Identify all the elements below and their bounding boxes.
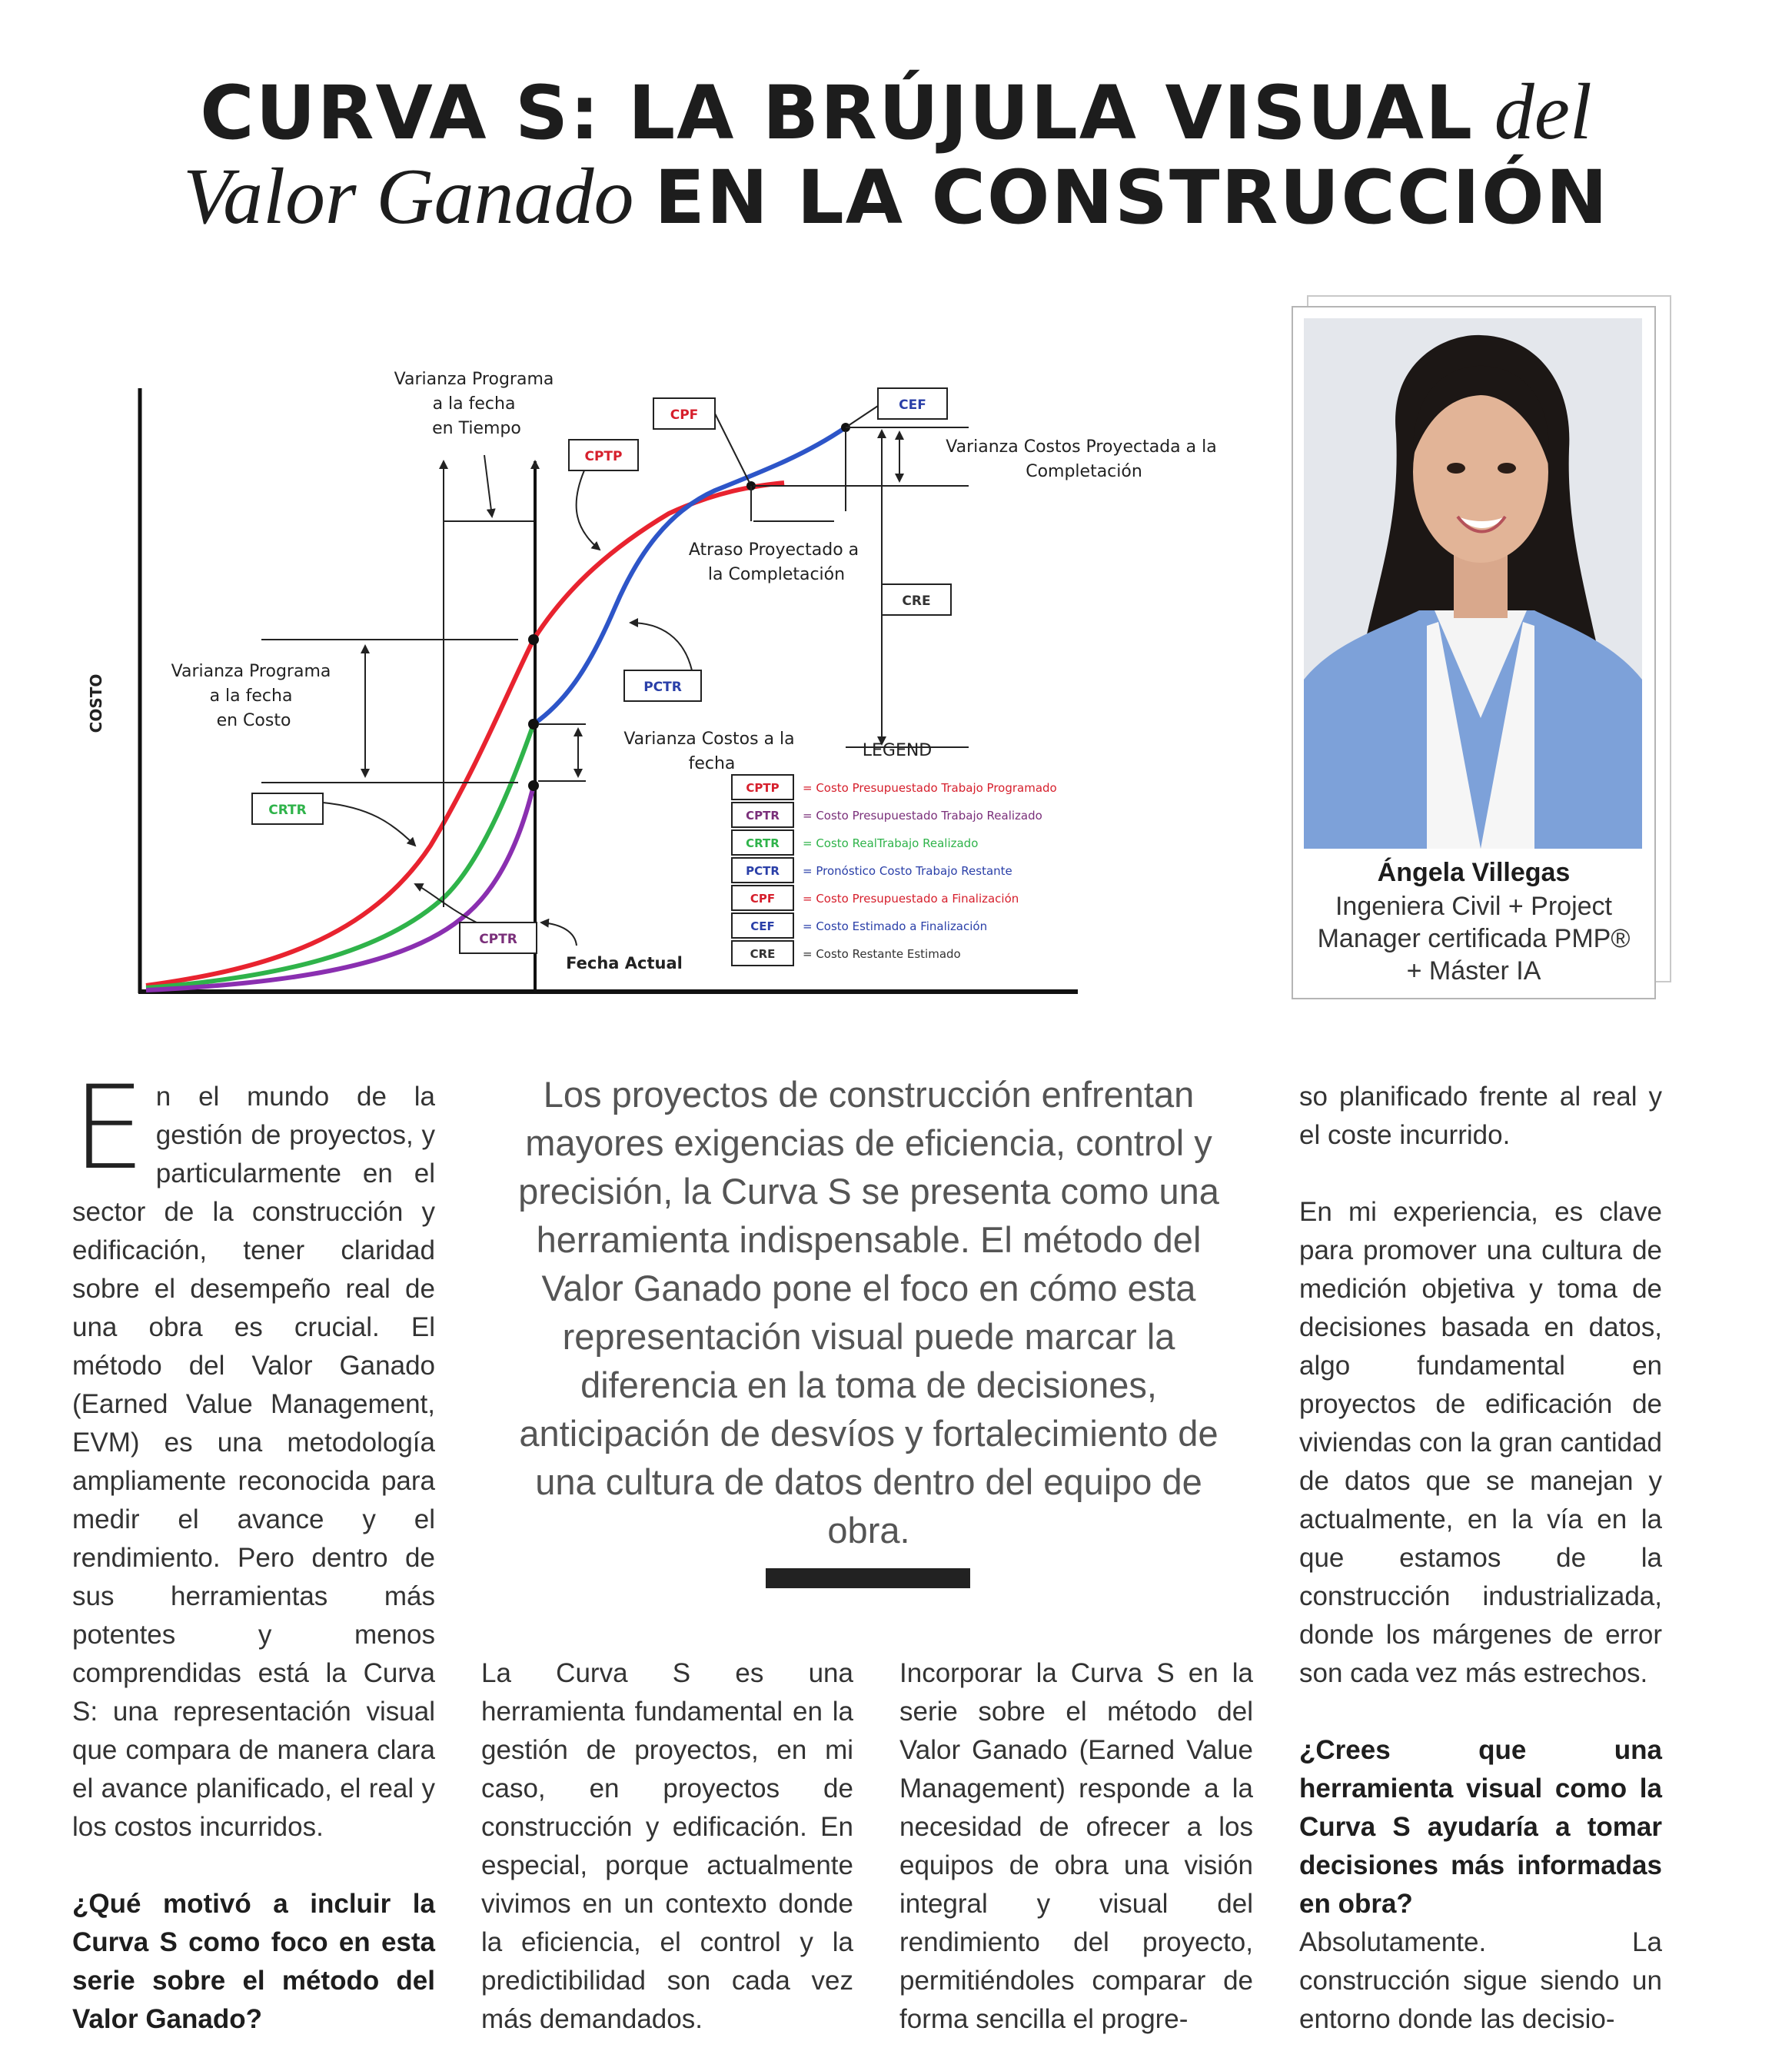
cpf-pointer	[715, 414, 750, 483]
legend-title: LEGEND	[862, 741, 933, 760]
author-name: Ángela Villegas	[1377, 858, 1571, 887]
column-3	[899, 1654, 1253, 2039]
box-cptp	[569, 440, 638, 470]
cptr-pointer	[415, 884, 477, 922]
drop-cap: E	[72, 1062, 145, 1195]
legend-code: CRE	[750, 947, 776, 961]
author-role	[1301, 890, 1647, 987]
author-role-line-3: + Máster IA	[1406, 956, 1541, 986]
title-bold-1: CURVA S: LA BRÚJULA VISUAL	[200, 70, 1474, 156]
legend-description: = Costo Estimado a Finalización	[803, 919, 988, 933]
legend-description: = Costo RealTrabajo Realizado	[803, 836, 979, 850]
svg-text:CEF: CEF	[899, 397, 926, 413]
legend-item	[732, 858, 1012, 883]
box-cef	[878, 388, 947, 419]
pctr-pointer	[630, 623, 692, 670]
author-card	[1292, 306, 1656, 999]
legend-description: = Pronóstico Costo Trabajo Restante	[803, 864, 1012, 878]
legend-code: CPF	[750, 892, 776, 906]
author-role-line-1: Ingeniera Civil + Project	[1335, 892, 1612, 921]
pull-quote: Los proyectos de construcción enfrentan mayores exigencias de eficiencia, control y precisión, la Curva S se presenta como una herramienta indispensable. El método del Valor Ganado pone el foco en cómo esta representación visual puede marcar la diferencia en la toma de decisiones, anticipación de desvíos y fortalecimiento de una cultura de datos dentro del equipo de obra.	[518, 1074, 1219, 1551]
y-axis-label: COSTO	[87, 673, 105, 733]
column-4-p3: Absolutamente. La construcción sigue siendo un entorno donde las decisio-	[1299, 1927, 1662, 2034]
legend-description: = Costo Presupuestado a Finalización	[803, 892, 1019, 906]
vac-label-1: Varianza Costos Proyectada a la	[946, 437, 1217, 457]
s-curve-diagram	[77, 354, 1217, 1015]
svg-text:CPTP: CPTP	[584, 449, 623, 464]
column-3-text: Incorporar la Curva S en la serie sobre el método del Valor Ganado (Earned Value Management) responde a la necesidad de ofrecer a los equipos de obra una visión integral y visual del rendimiento del proyecto, permitiéndoles comparar de forma sencilla el progre-	[899, 1658, 1253, 2034]
fecha-actual-label: Fecha Actual	[566, 954, 683, 972]
legend-item	[732, 941, 961, 966]
svg-text:CPF: CPF	[670, 407, 699, 423]
column-4-p1: so planificado frente al real y el coste incurrido.	[1299, 1082, 1662, 1150]
svg-text:Varianza Costos a la fecha	[623, 730, 800, 773]
legend-code: CRTR	[746, 836, 780, 850]
svg-text:CPTR: CPTR	[479, 932, 517, 947]
svg-text:CRTR: CRTR	[268, 803, 307, 818]
legend-description: = Costo Presupuestado Trabajo Realizado	[803, 809, 1042, 823]
box-crtr	[252, 793, 323, 824]
fecha-actual-pointer	[541, 922, 577, 946]
box-cpf	[653, 398, 715, 429]
column-2	[481, 1654, 853, 2039]
svg-text:CRE: CRE	[902, 593, 931, 609]
box-cptr	[460, 922, 537, 953]
svc-label-3: en Costo	[216, 711, 291, 730]
svt-label-2: a la fecha	[432, 394, 516, 414]
title-bold-2: EN LA CONSTRUCCIÓN	[654, 155, 1609, 241]
svc-label-2: a la fecha	[209, 686, 293, 706]
svg-text:Varianza Programa a la fec	[171, 662, 337, 730]
vac-label-2: Completación	[1026, 462, 1142, 481]
cptr-curve	[146, 786, 534, 990]
cv-label-1: Varianza Costos a la	[623, 730, 795, 749]
pull-quote-rule	[766, 1568, 970, 1588]
author-role-line-2: Manager certificada PMP®	[1317, 924, 1631, 953]
intro-text: n el mundo de la gestión de proyectos, y particularmente en el sector de la construcción y edificación, tener claridad sobre el desempeño real de una obra es crucial. El método del Valor Ganado (Earned Value Management, EVM) es una metodología ampliamente reconocida para medir el avance y el rendimiento. Pero dentro de sus herramientas más potentes y menos comprendidas está la Curva S: una representación visual que compara de manera clara el avance planificado, el real y los costos incurridos.	[72, 1082, 435, 1842]
legend-item	[732, 886, 1019, 910]
delay-label-2: la Completación	[707, 565, 846, 584]
point-cptp	[528, 634, 539, 645]
delay-label-1: Atraso Proyectado a	[688, 540, 859, 560]
legend	[732, 775, 1057, 966]
point-cptr	[528, 780, 539, 791]
svt-label-3: en Tiempo	[432, 419, 521, 438]
legend-description: = Costo Presupuestado Trabajo Programado	[803, 781, 1057, 795]
legend-item	[732, 830, 978, 855]
legend-item	[732, 913, 987, 938]
crtr-pointer	[323, 803, 415, 846]
svt-pointer	[484, 455, 492, 517]
question-2: ¿Crees que una herramienta visual como la Curva S ayudaría a tomar decisiones más informadas en obra?	[1299, 1735, 1662, 1919]
title-italic-2: Valor Ganado	[183, 152, 634, 241]
legend-code: CPTR	[746, 809, 780, 823]
column-4	[1299, 1078, 1662, 2039]
box-pctr	[624, 670, 701, 701]
svg-text:Atraso Proyectado a la Com	[689, 540, 864, 584]
title-italic-1: del	[1494, 68, 1592, 156]
cef-pointer	[848, 406, 878, 426]
svg-text:Varianza Costos Proyectada a l	[946, 437, 1222, 481]
legend-description: = Costo Restante Estimado	[803, 947, 961, 961]
column-4-p2: En mi experiencia, es clave para promover una cultura de medición objetiva y toma de decisiones basada en datos, algo fundamental en proyectos de edificación de viviendas con la gran cantidad de datos que se manejan y actualmente, en la vía en la que estamos de la construcción industrializada, donde los márgenes de error son cada vez más estrechos.	[1299, 1197, 1662, 1688]
svg-text:PCTR: PCTR	[643, 680, 682, 695]
box-cre	[882, 584, 951, 615]
cptp-pointer	[577, 470, 600, 550]
svt-label-1: Varianza Programa	[394, 370, 554, 389]
question-1: ¿Qué motivó a incluir la Curva S como foco en esta serie sobre el método del Valor Ganado?	[72, 1889, 435, 2034]
legend-code: CEF	[750, 919, 775, 933]
legend-item	[732, 775, 1057, 799]
legend-item	[732, 803, 1042, 827]
article-title	[0, 68, 1792, 241]
author-photo	[1304, 318, 1642, 849]
column-2-text: La Curva S es una herramienta fundamental en la gestión de proyectos, en mi caso, en proyectos de construcción y edificación. En especial, porque actualmente vivimos en un contexto donde la eficiencia, el control y la predictibilidad son cada vez más demandados.	[481, 1658, 853, 2034]
svc-label-1: Varianza Programa	[171, 662, 331, 681]
svg-text:Varianza Programa a la fec	[394, 370, 560, 438]
legend-code: CPTP	[746, 781, 780, 795]
point-crtr	[528, 719, 539, 730]
cv-label-2: fecha	[688, 754, 736, 773]
legend-code: PCTR	[746, 864, 780, 878]
intro-paragraph	[72, 1062, 435, 1847]
column-1	[72, 1062, 435, 2039]
